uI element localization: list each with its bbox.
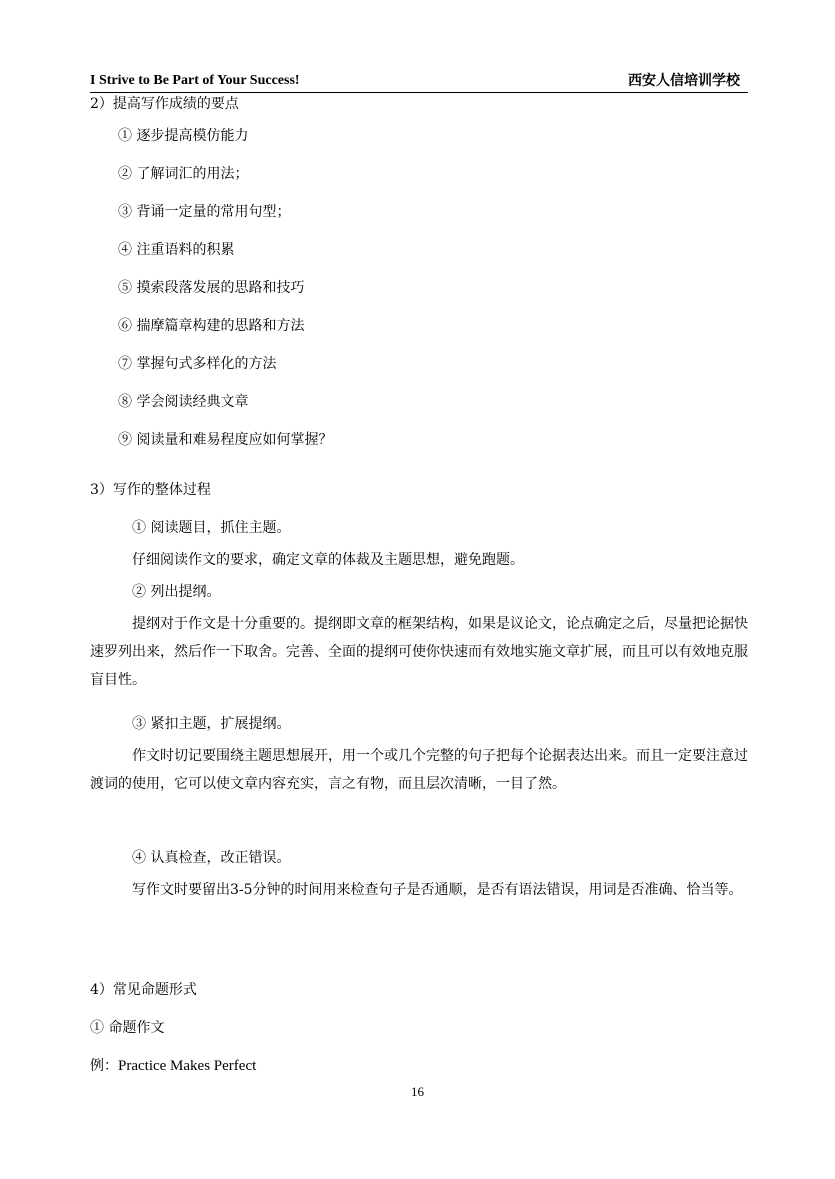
section2-item-4: ④ 注重语料的积累 xyxy=(118,242,235,258)
section2-item-7: ⑦ 掌握句式多样化的方法 xyxy=(118,356,277,372)
section3-title: 3）写作的整体过程 xyxy=(90,482,211,498)
section4-item-1: ① 命题作文 xyxy=(90,1020,165,1036)
section3-step-1-description: 仔细阅读作文的要求，确定文章的体裁及主题思想，避免跑题。 xyxy=(132,552,524,568)
header-school-name: 西安人信培训学校 xyxy=(628,73,740,89)
section2-item-9: ⑨ 阅读量和难易程度应如何掌握？ xyxy=(118,432,333,448)
section4-title: 4）常见命题形式 xyxy=(90,982,197,998)
section2-title: 2）提高写作成绩的要点 xyxy=(90,96,239,112)
section4-example xyxy=(90,1056,256,1076)
section3-step-2-description: 提纲对于作文是十分重要的。提纲即文章的框架结构，如果是议论文，论点确定之后，尽量把论据快速罗列出来，然后作一下取舍。完善、全面的提纲可使你快速而有效地实施文章扩展，而且可以有效地克服盲目性。 xyxy=(90,616,748,688)
section3-step-2: ② 列出提纲。 xyxy=(132,584,221,600)
section3-step-1: ① 阅读题目，抓住主题。 xyxy=(132,520,291,536)
section2-item-8: ⑧ 学会阅读经典文章 xyxy=(118,394,249,410)
example-title: Practice Makes Perfect xyxy=(118,1058,257,1074)
page-header xyxy=(90,72,748,93)
section2-item-1: ① 逐步提高模仿能力 xyxy=(118,128,249,144)
section2-item-2: ② 了解词汇的用法； xyxy=(118,166,249,182)
section3-step-4-description: 写作文时要留出3-5分钟的时间用来检查句子是否通顺，是否有语法错误，用词是否准确、恰当等。 xyxy=(132,882,743,898)
section3-step-4: ④ 认真检查，改正错误。 xyxy=(132,850,291,866)
page-number: 16 xyxy=(411,1084,424,1099)
section2-item-6: ⑥ 揣摩篇章构建的思路和方法 xyxy=(118,318,305,334)
header-slogan: I Strive to Be Part of Your Success! xyxy=(90,73,300,88)
section3-step-3: ③ 紧扣主题，扩展提纲。 xyxy=(132,716,291,732)
example-prefix: 例： xyxy=(90,1058,118,1074)
section2-item-3: ③ 背诵一定量的常用句型； xyxy=(118,204,291,220)
section3-step-3-description: 作文时切记要围绕主题思想展开，用一个或几个完整的句子把每个论据表达出来。而且一定要注意过渡词的使用，它可以使文章内容充实，言之有物，而且层次清晰，一目了然。 xyxy=(90,748,748,792)
section2-item-5: ⑤ 摸索段落发展的思路和技巧 xyxy=(118,280,305,296)
